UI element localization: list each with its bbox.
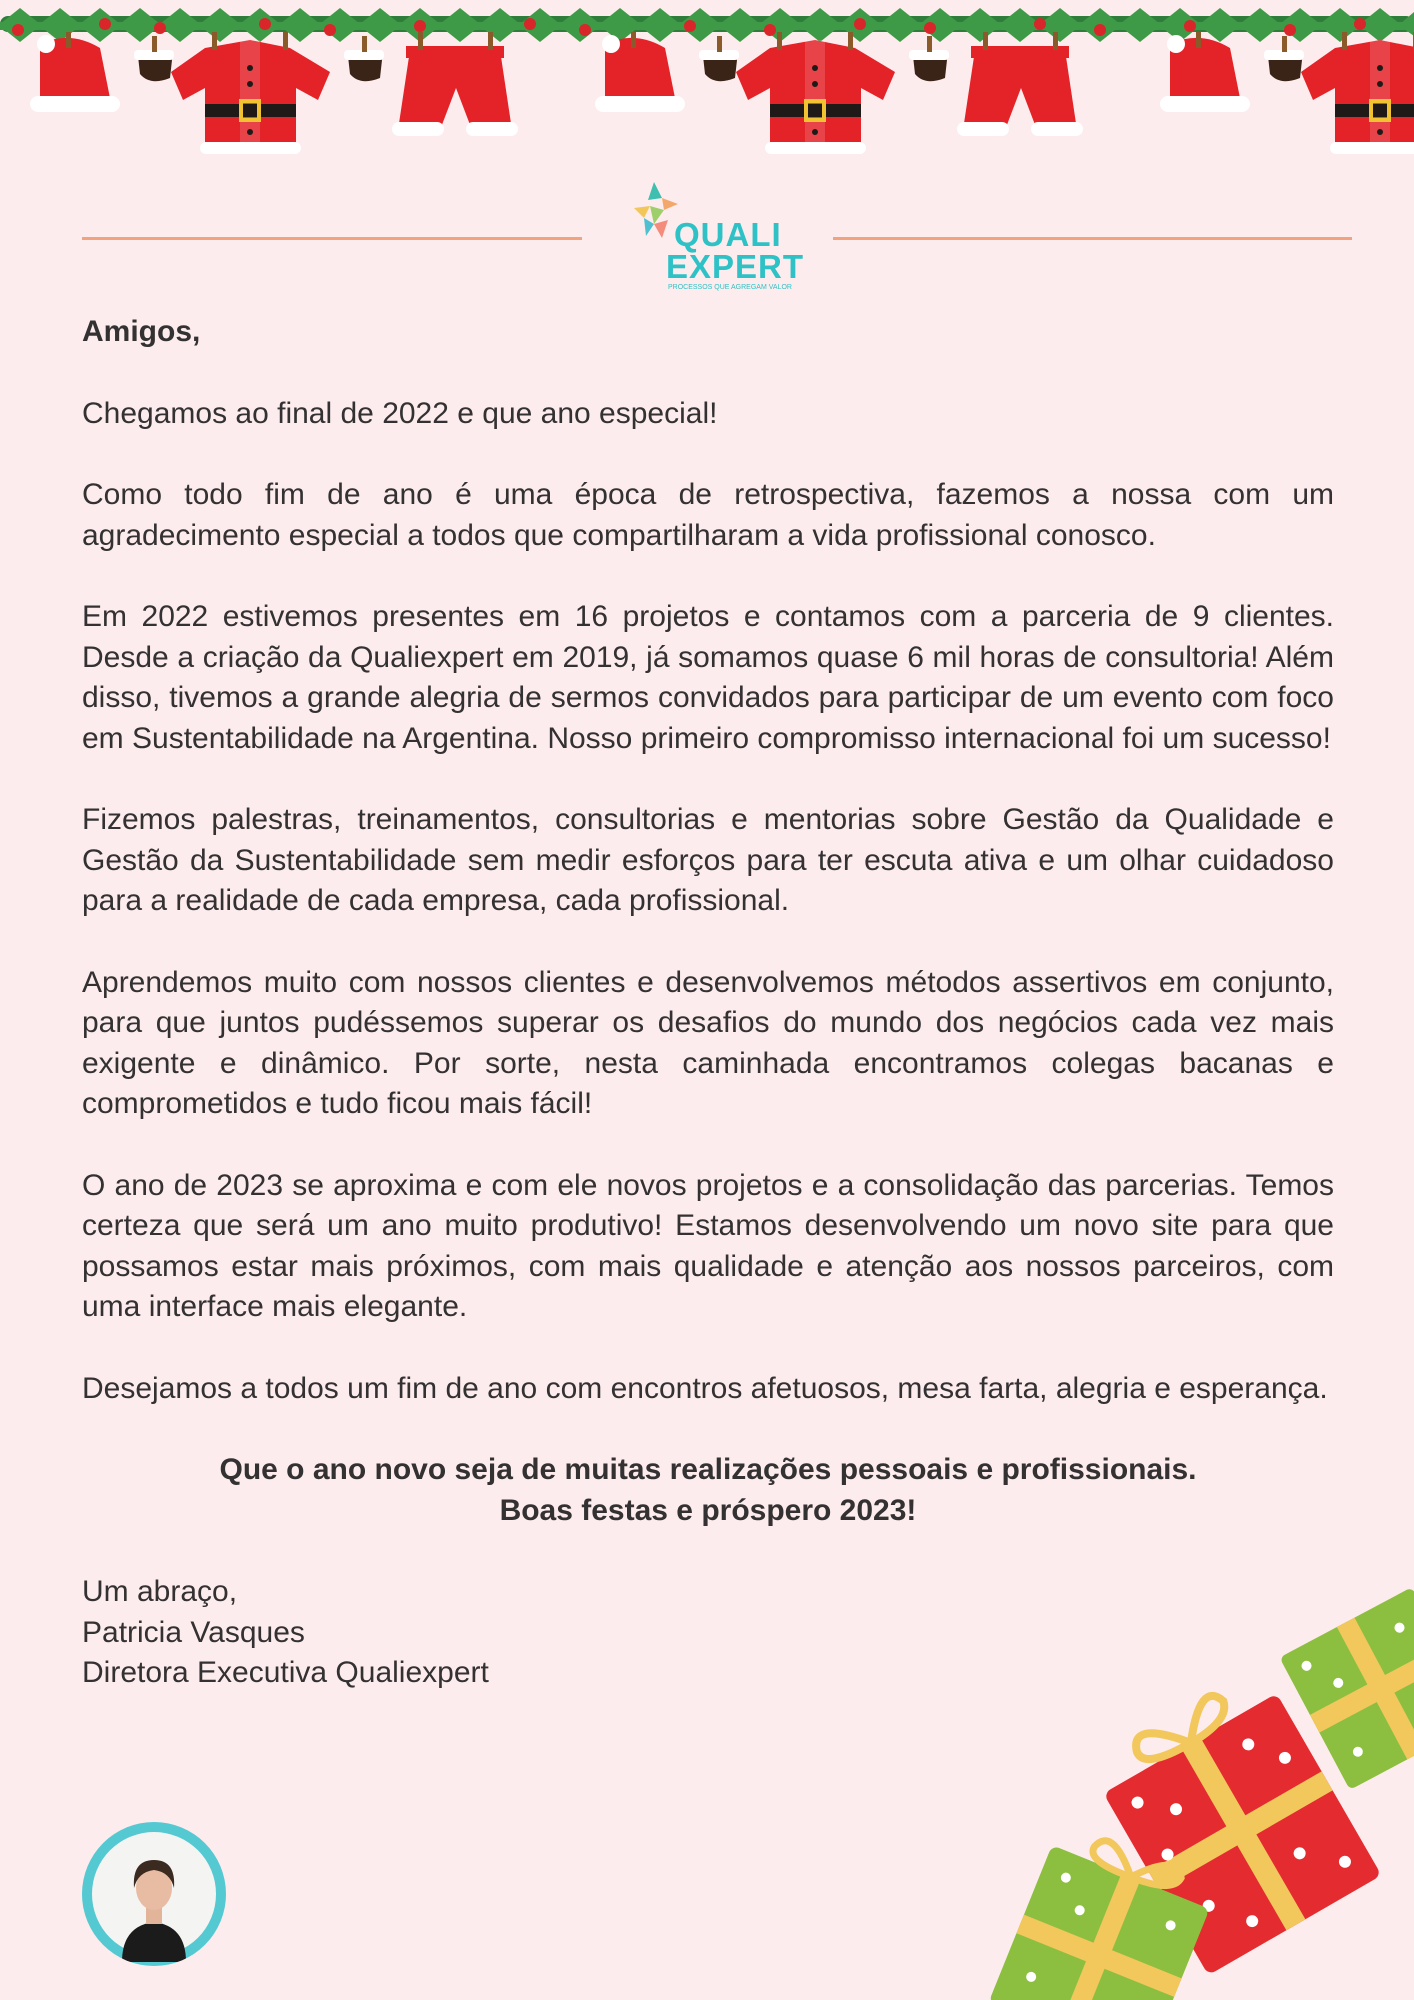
paragraph-5: Aprendemos muito com nossos clientes e desenvolvemos métodos assertivos em conjunto, para que juntos pudéssemos superar os desafios do mundo dos negócios cada vez mais exigente e dinâmico. Por sorte, nesta caminhada encontramos colegas bacanas e comprometidos e tudo ficou mais fácil! bbox=[82, 965, 1334, 1120]
signoff: Um abraço, bbox=[82, 1575, 238, 1608]
christmas-garland-decoration bbox=[0, 0, 1414, 160]
paragraph-1: Chegamos ao final de 2022 e que ano especial! bbox=[82, 396, 718, 430]
signer-photo-icon bbox=[82, 1822, 226, 1966]
paragraph-6: O ano de 2023 se aproxima e com ele novos projetos e a consolidação das parcerias. Temos certeza que será um ano muito produtivo! Estamos desenvolvendo um novo site para que possamos estar mais próximos, com mais qualidade e atenção aos nossos parceiros, com uma interface mais elegante. bbox=[82, 1168, 1334, 1323]
header-rule-right bbox=[833, 237, 1352, 240]
letter-body bbox=[82, 312, 1334, 1694]
logo-tagline: PROCESSOS QUE AGREGAM VALOR bbox=[668, 284, 792, 291]
closing-wish bbox=[82, 1450, 1334, 1531]
signer-title: Diretora Executiva Qualiexpert bbox=[82, 1656, 489, 1689]
paragraph-3: Em 2022 estivemos presentes em 16 projetos e contamos com a parceria de 9 clientes. Desde a criação da Qualiexpert em 2019, já somamos quase 6 mil horas de consultoria! Além disso, tivemos a grande alegria de sermos convidados para participar de um evento com foco em Sustentabilidade na Argentina. Nosso primeiro compromisso internacional foi um sucesso! bbox=[82, 600, 1334, 755]
header-rule-left bbox=[82, 237, 582, 240]
paragraph-2: Como todo fim de ano é uma época de retrospectiva, fazemos a nossa com um agradecimento especial a todos que compartilharam a vida profissional conosco. bbox=[82, 478, 1334, 552]
qualiexpert-logo bbox=[628, 180, 808, 295]
santa-clothes-row bbox=[30, 32, 1414, 154]
closing-line-2: Boas festas e próspero 2023! bbox=[499, 1493, 917, 1527]
gift-boxes-decoration bbox=[990, 1580, 1414, 2000]
logo-name-line1: QUALI bbox=[674, 216, 782, 253]
paragraph-4: Fizemos palestras, treinamentos, consultorias e mentorias sobre Gestão da Qualidade e Gestão da Sustentabilidade sem medir esforços para ter escuta ativa e um olhar cuidadoso para a realidade de cada empresa, cada profissional. bbox=[82, 803, 1334, 917]
logo-name-line2: EXPERT bbox=[666, 248, 805, 285]
signer-name: Patricia Vasques bbox=[82, 1615, 305, 1649]
signer-avatar bbox=[82, 1822, 226, 1966]
closing-line-1: Que o ano novo seja de muitas realizações pessoais e profissionais. bbox=[219, 1453, 1197, 1486]
greeting: Amigos, bbox=[82, 315, 201, 348]
paragraph-7: Desejamos a todos um fim de ano com encontros afetuosos, mesa farta, alegria e esperança. bbox=[82, 1371, 1328, 1405]
